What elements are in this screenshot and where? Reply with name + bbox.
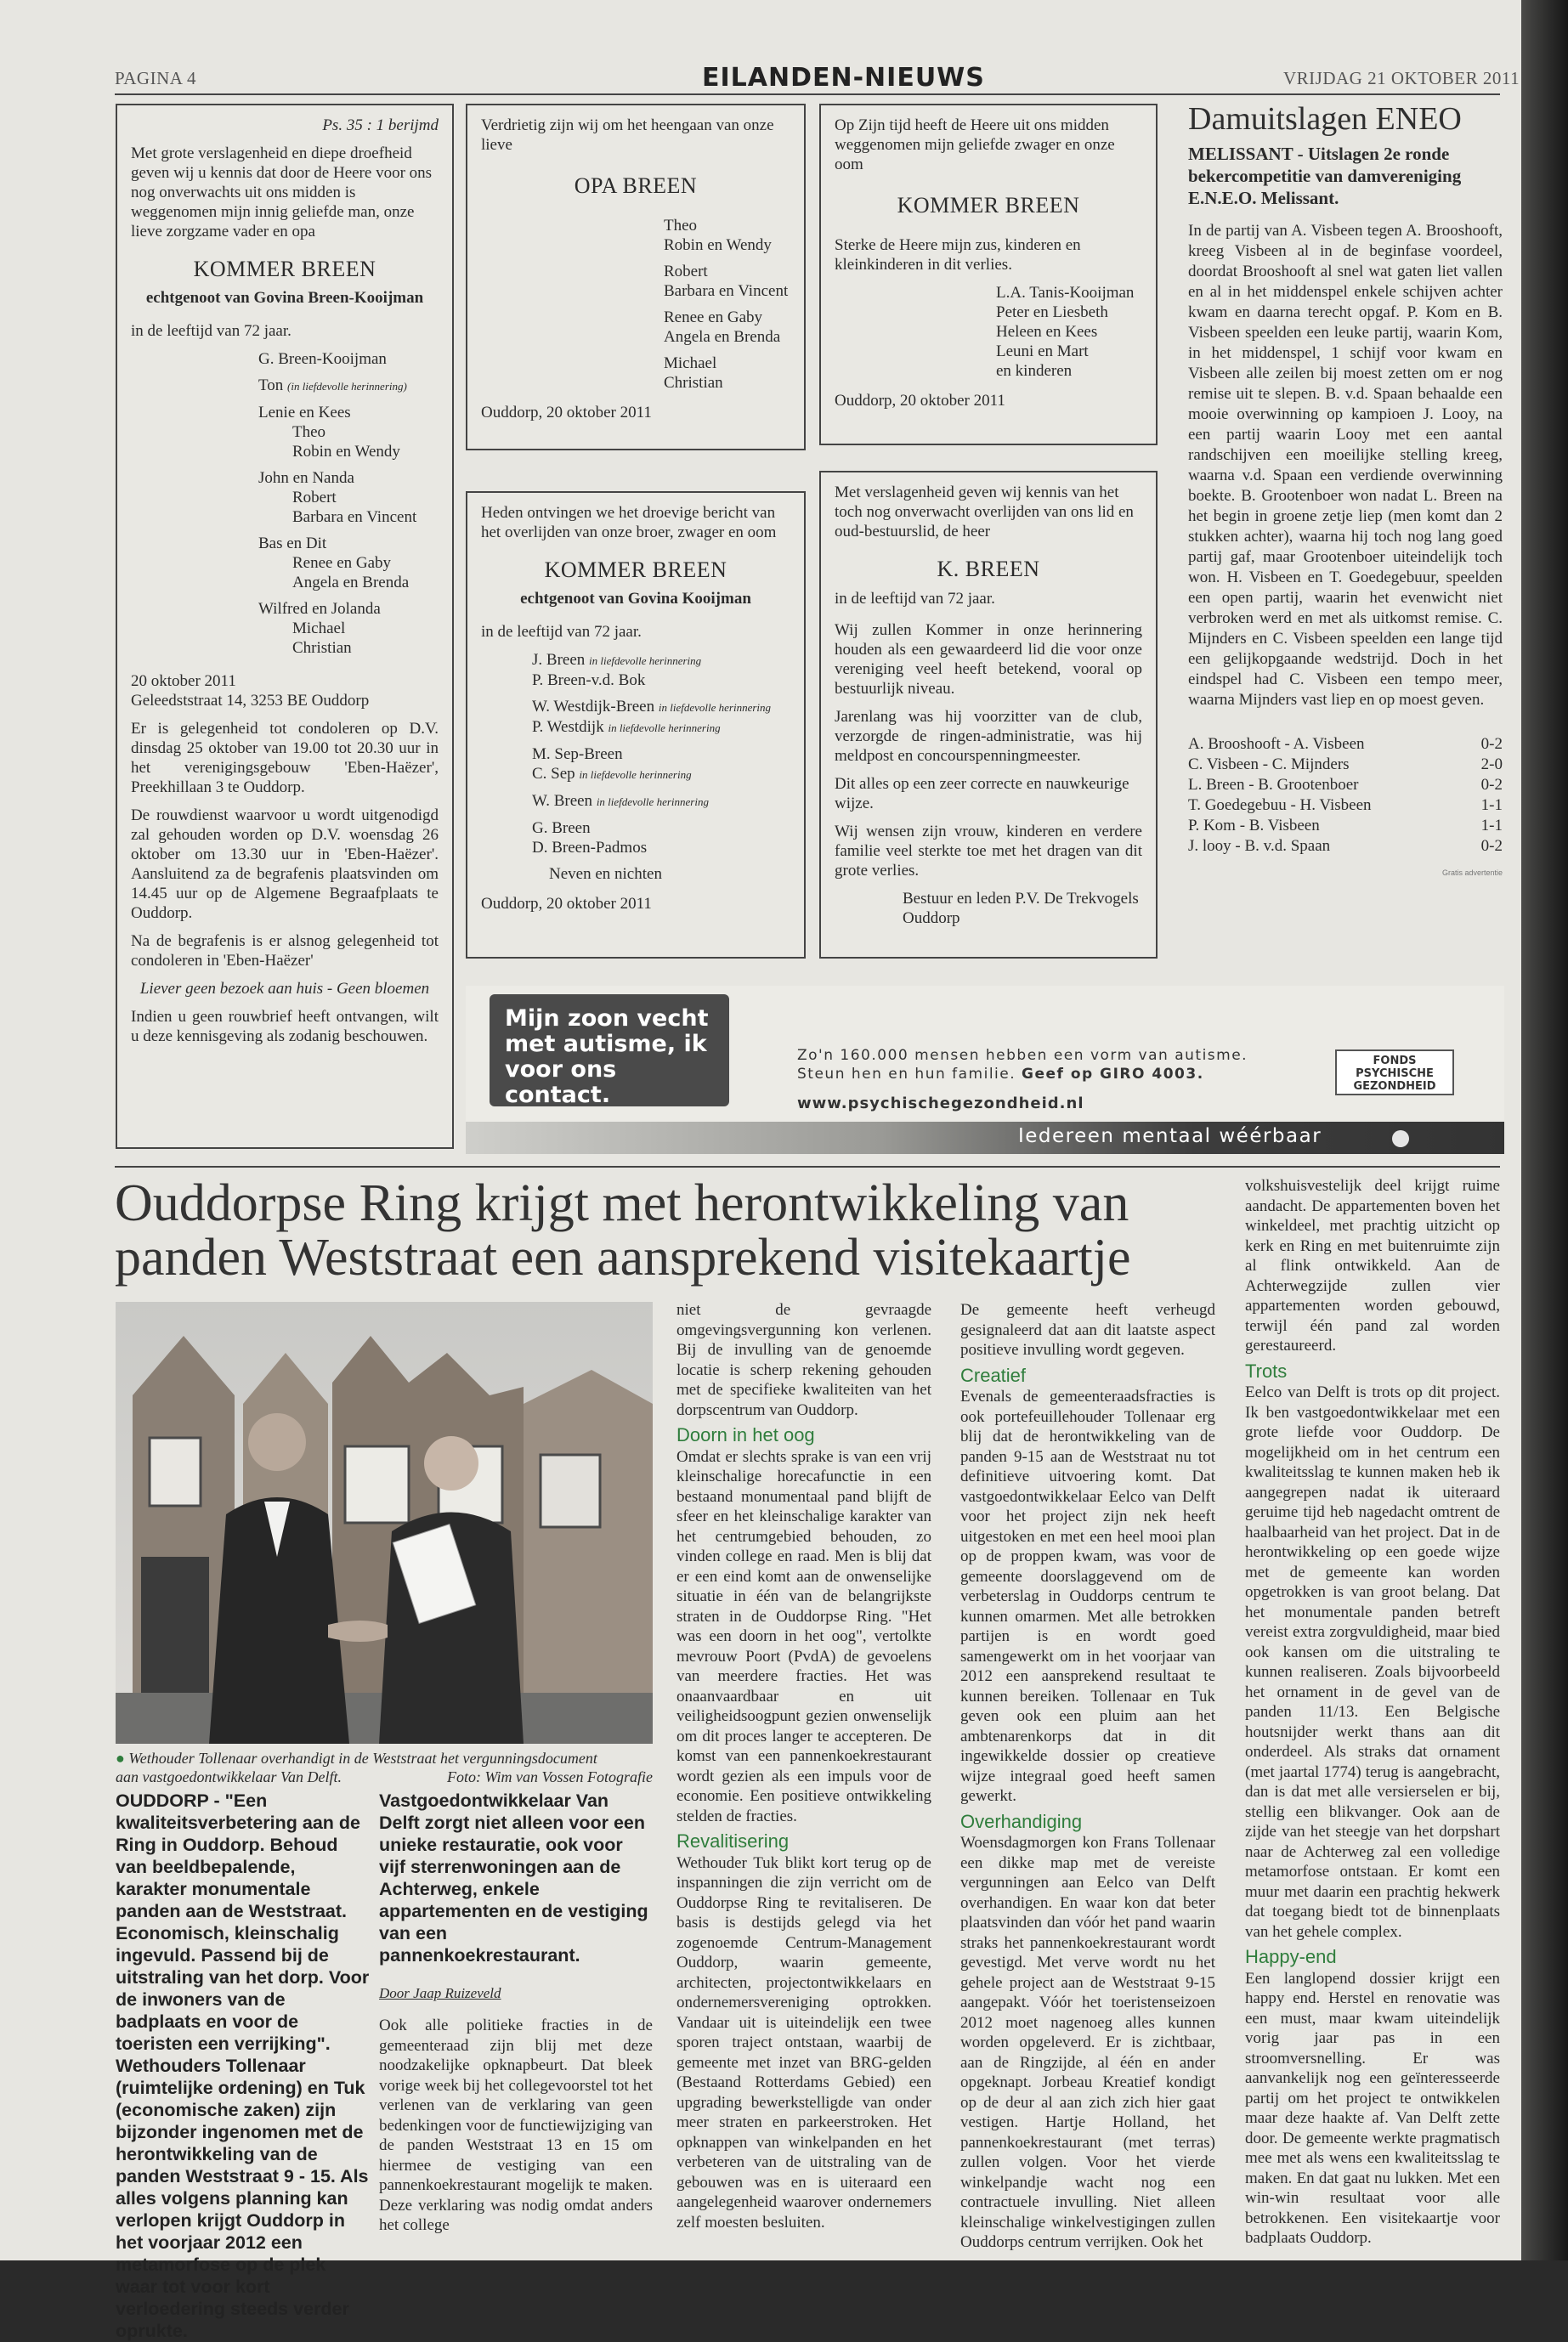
ad-body-line: Steun hen en hun familie. Geef op GIRO 4003. [797,1066,1204,1083]
section-rule [115,1166,1500,1168]
draughts-title: Damuitslagen ENEO [1188,101,1462,137]
article-lead-continued: Vastgoedontwikkelaar Van Delft zorgt niet alleen voor een unieke restauratie, ook voor vijf sterrenwoningen aan de Achterweg, enkele appartementen en de vestiging van een pannenkoekrestaurant. [379,1790,648,1966]
article-column-4 [960,1300,1215,2258]
death-notice-siblings [466,491,806,959]
ad-slogan-bar [466,1122,1504,1154]
subhead-creatief: Creatief [960,1364,1027,1386]
notice-text: Wij wensen zijn vrouw, kinderen en verdere familie veel sterkte toe met het dragen van dit grote verlies. [835,823,1142,880]
age-line: in de leeftijd van 72 jaar. [835,590,995,608]
spouse-line: echtgenoot van Govina Breen-Kooijman [145,289,424,307]
issue-date: VRIJDAG 21 OKTOBER 2011 [1283,68,1520,88]
notice-text: Dit alles op een zeer correcte en nauwkeurige wijze. [835,775,1129,812]
article-text: Eelco van Delft is trots op dit project. Ik ben vastgoedontwikkelaar met een grote liefde voor Ouddorp. De mogelijkheid om in het centrum een kwaliteitsslag te kunnen maken heb ik aangegrepen nadat ik uiteraard geruime tijd heb nagedacht omtrent de haalbaarheid van het project. Dat in de herontwikkeling op een goede wijze met de gemeente kan worden opgetrokken is van groot belang. Dat het monumentale panden betreft vereist extra zorgvuldigheid, maar bied ook kansen om die uitstraling te kunnen realiseren. Zoals bijvoorbeeld het ornament in de gevel van de panden 11/13. Een Belgische houtsnijder werkt thans aan dit onderdeel. Als straks dat ornament (met jaartal 1774) terug is aangebracht, dan is dat met alle versierselen er bij, stellig een blikvanger. Ook aan de zijde van het steegje van het dorpshart naar de Achterweg zal een volledige metamorfose ontstaan. Er komt een muur met daarin een prachtig hekwerk dat toegang biedt tot de binnenplaats van het gehele complex. [1245,1383,1500,1941]
notice-intro: Heden ontvingen we het droevige bericht van het overlijden van onze broer, zwager en oom [481,504,777,541]
page-number: PAGINA 4 [115,68,196,88]
ad-website-link[interactable]: www.psychischegezondheid.nl [797,1095,1084,1112]
family-group: Bas en Dit Renee en Gaby Angela en Brenda [258,535,410,591]
table-row: L. Breen - B. Grootenboer 0-2 [1188,776,1503,794]
death-notice-family [116,104,454,1149]
table-row: P. Kom - B. Visbeen 1-1 [1188,817,1503,834]
notice-intro: Op Zijn tijd heeft de Heere uit ons midden weggenomen mijn geliefde zwager en onze oom [835,116,1115,173]
deceased-name: K. BREEN [937,557,1040,581]
ad-headline-block [490,994,729,1106]
article-text: niet de gevraagde omgevingsvergunning kon verlenen. Bij de invulling van de genoemde locatie is scherp rekening gehouden met de specifieke kwaliteiten van het dorpscentrum van Ouddorp. [676,1301,931,1419]
ad-foundation-logo: FONDS PSYCHISCHE GEZONDHEID [1335,1049,1454,1095]
article-photo [116,1302,653,1744]
subhead-revalitisering: Revalitisering [676,1830,790,1852]
family-group: Ton (in liefdevolle herinnering) [258,376,407,394]
service-info: De rouwdienst waarvoor u wordt uitgenodigd zal gehouden worden op D.V. woensdag 26 oktober om 13.30 uur in 'Eben-Haëzer'. Aansluitend za de begrafenis plaatsvinden om 14.45 uur op de Algemene Begraafplaats te Ouddorp. [131,806,439,922]
notice-footer: Ouddorp, 20 oktober 2011 [481,895,652,913]
names-list: J. Breen in liefdevolle herinnering P. Breen-v.d. Bok W. Westdijk-Breen in liefdevolle herinnering P. Westdijk in liefdevolle herinnering M. Sep-Breen C. Sep in liefdevolle herinnering W. Breen in liefdevolle herinnering G. Breen D. Breen-Padmos Neven en nichten [481,650,790,884]
article-text: Omdat er slechts sprake is van een vrij kleinschalige horecafunctie in een bestaand monumentaal pand blijft de sfeer en het kleinschalige karakter van het centrumgebied behouden, zo vinden college en raad. Men is blij dat er een eind komt aan de onwenselijke situatie in één van de belangrijkste straten in de Ouddorpse Ring. "Het was een doorn in het oog", vertolkte mevrouw Poort (PvdA) de gevoelens van meerdere fracties. Het was onaanvaardbaar en uit veiligheidsoogpunt gezien onwenselijk om dit proces langer te accepteren. De komst van een pannenkoekrestaurant wordt gezien als een impuls voor de economie. Een positieve ontwikkeling stelden de fracties. [676,1447,931,1825]
article-lead: OUDDORP - "Een kwaliteitsverbetering aan de Ring in Ouddorp. Behoud van beeldbepalende, karakter monumentale panden aan de Weststraat. Economisch, kleinschalig ingevuld. Passend bij de uitstraling van het dorp. Voor de inwoners van de badplaats en voor de toeristen een verrijking". Wethouders Tollenaar (ruimtelijke ordening) en Tuk (economische zaken) zijn bijzonder ingenomen met de herontwikkeling van de panden Weststraat 9 - 15. Als alles volgens planning kan verlopen krijgt Ouddorp in het voorjaar 2012 een metamorfose op de plek waar tot voor kort verloedering steeds verder oprukte. [116,1790,370,2341]
death-notice-inlaws [819,104,1158,445]
age-line: in de leeftijd van 72 jaar. [131,322,292,340]
photo-illustration [116,1302,653,1744]
article-text: Woensdagmorgen kon Frans Tollenaar een dikke map met de vereiste vergunningen aan Eelco van Delft overhandigen. En waar kon dat beter plaatsvinden dan vóór het pand waarin straks het pannenkoekrestaurant wordt gevestigd. Met verve wordt nu het gehele project aan de Weststraat 9-15 aangepakt. Vóór het toeristenseizoen 2012 moet nagenoeg alles kunnen worden opgeleverd. Er is zichtbaar, aan de Ringzijde, al één en ander opgeknapt. Jorbeau Kreatief kondigt op de deur al aan zich zich hier gaat vestigen. Hartje Holland, het pannenkoekrestaurant (met terras) zullen volgen. Voor het vierde winkelpandje wacht nog een contractuele invulling. Niet alleen kleinschalige winkelvestigingen zullen Ouddorps centrum verrijken. Ook het [960,1834,1215,2251]
draughts-lead: MELISSANT - Uitslagen 2e ronde bekercompetitie van damvereniging E.N.E.O. Melissant. [1188,144,1462,208]
caption-bullet-icon: ● [116,1750,125,1767]
names-list: L.A. Tanis-Kooijman Peter en Liesbeth Heleen en Kees Leuni en Mart en kinderen [996,284,1135,380]
death-notice-grandchildren [466,104,806,450]
draughts-results-column [1188,100,1503,877]
article-text: De gemeente heeft verheugd gesignaleerd dat aan dit laatste aspect positieve invulling wordt gegeven. [960,1301,1215,1359]
masthead: EILANDEN-NIEUWS [702,63,985,93]
names-list: Theo Robin en Wendy Robert Barbara en Vincent Renee en Gaby Angela en Brenda Michael Christian [664,217,789,392]
article-text: volkshuisvestelijk deel krijgt ruime aandacht. De appartementen boven het winkeldeel, met prachtig uitzicht op kerk en Ring en met buitenruimte zijn al flink ontwikkeld. Aan de Achterwegzijde zullen vier appartementen worden gebouwd, terwijl één pand zal worden gerestaureerd. [1245,1177,1500,1355]
table-row: J. looy - B. v.d. Spaan 0-2 [1188,837,1503,855]
draughts-report: In de partij van A. Visbeen tegen A. Brooshooft, kreeg Visbeen al in de beginfase voordeel, doordat Brooshooft al snel wat gaten liet vallen en al in het middenspel enkele schijven achter kwam en daarna terecht opgaf. P. Kom en B. Visbeen speelden een leuke partij, waarin Kom, in het middenspel, 1 schijf voor kwam en Visbeen alle zeilen bij moest zetten om er nog remise uit te slepen. B. v.d. Spaan behaalde een mooie overwinning op kampioen J. Looy, na een partij waarin Looy met een aantal randschijven een moeilijke stelling kreeg, waarna v.d. Spaan een verdiende overwinning boekte. B. Grootenboer won nadat L. Breen na het begin in groene zetje liep (men komt dan 2 stukken achter), waarna hij toch nog lang goed partij gaf, maar Grootenboer uiteindelijk toch won. H. Visbeen en T. Goedegebuur, speelden een open partij, waarin het evenwicht niet verbroken werd en met als uitkomst remise. C. Mijnders en C. Visbeen speelden een lange tijd een gelijkopgaande wedstrijd. Doch in het eindspel had C. Visbeen een tempo meer, waarna Mijnders vast liep en op moest geven. [1188,222,1503,709]
page-fold-shadow [1521,0,1568,2260]
condolence-info: Er is gelegenheid tot condoleren op D.V. dinsdag 25 oktober van 19.00 tot 20.30 uur in het verenigingsgebouw 'Eben-Haëzer', Preekhillaan 3 te Ouddorp. [131,720,439,796]
notice-address: Geleedststraat 14, 3253 BE Ouddorp [131,692,370,710]
family-group: Wilfred en Jolanda Michael Christian [258,600,381,657]
letter-note: Indien u geen rouwbrief heeft ontvangen, wilt u deze kennisgeving als zodanig beschouwen. [131,1008,439,1045]
club-signature: Bestuur en leden P.V. De Trekvogels [903,890,1139,908]
closing-line: Neven en nichten [549,865,662,883]
notice-text: Sterke de Heere mijn zus, kinderen en kleinkinderen in dit verlies. [835,236,1081,274]
article-text: Een langlopend dossier krijgt een happy end. Herstel en renovatie was een must, maar kwam uiteindelijk vorig jaar pas in een stroomversnelling. Er was aanvankelijk nog een geïnteresseerde partij om het project te ontwikkelen maar deze haakte af. Van Delft zette door. De gemeente werkte pragmatisch mee met als wens een kwaliteitsslag te maken. En dat gaat nu lukken. Met een win-win resultaat voor alle betrokkenen. Een visitekaartje voor badplaats Ouddorp. [1245,1969,1500,2247]
draughts-results-table [1188,734,1503,857]
table-row: C. Visbeen - C. Mijnders 2-0 [1188,755,1503,773]
article-column-5 [1245,1176,1500,2254]
notice-footer: Ouddorp, 20 oktober 2011 [481,404,652,421]
table-row: A. Brooshooft - A. Visbeen 0-2 [1188,735,1503,753]
spouse-line: echtgenoot van Govina Kooijman [520,590,751,608]
ad-slogan: Iedereen mentaal wéérbaar [1018,1125,1322,1147]
article-text: Wethouder Tuk blikt kort terug op de inspanningen die zijn verricht om de Ouddorpse Ring te revitaliseren. De basis is destijds gelegd via het zogenoemde Centrum-Management Ouddorp, waarin gemeente, architecten, projectontwikkelaars en ondernemersvereniging optrokken. Vandaar uit is uiteindelijk een twee sporen traject ontstaan, waarbij de gemeente met inzet van BRG-gelden (Bestaand Rotterdams Gebied) een upgrading bewerkstelligde van onder meer straten en parkeerstroken. Het opknappen van winkelpanden en het verbeteren van de uitstraling van de gebouwen was en is uiteraard een aangelegenheid waarover ondernemers zelf moesten besluiten. [676,1853,931,2232]
article-text: Ook alle politieke fracties in de gemeenteraad zijn blij met deze noodzakelijke opknapbeurt. Dat bleek vorige week bij het collegevoorstel tot het verlenen van de verklaring van geen bedenkingen voor de functiewijziging van de panden Weststraat 13 en 15 om hiermee de vestiging van een pannenkoekrestaurant mogelijk te maken. Deze verklaring was nodig omdat anders het college [379,2017,653,2234]
deceased-name: KOMMER BREEN [193,257,376,281]
notice-intro: Met verslagenheid geven wij kennis van het toch nog onverwacht overlijden van ons lid en oud-bestuurslid, de heer [835,484,1134,540]
byline: Door Jaap Ruizeveld [379,1985,501,2001]
club-town: Ouddorp [903,909,960,927]
article-column-2 [379,1790,653,2236]
deceased-name: OPA BREEN [574,173,698,198]
article-headline: Ouddorpse Ring krijgt met herontwikkeling van panden Weststraat een aansprekend visitekaartje [115,1174,1131,1287]
subhead-happy-end: Happy-end [1245,1946,1337,1967]
family-group: John en Nanda Robert Barbara en Vincent [258,469,417,526]
psalm-verse: Ps. 35 : 1 berijmd [322,116,439,134]
notice-text: Wij zullen Kommer in onze herinnering houden als een gewaardeerd lid die voor onze vereniging veel heeft betekend, vooral op bestuurlijk niveau. [835,621,1142,698]
notice-text: Jarenlang was hij voorzitter van de club, verzorgde de ringen-administratie, was hij meldpost en concourspenningmeester. [835,708,1142,765]
age-line: in de leeftijd van 72 jaar. [481,623,642,641]
family-group: G. Breen-Kooijman [258,350,387,368]
subhead-doorn-in-het-oog: Doorn in het oog [676,1424,815,1445]
ad-dot-icon [1392,1130,1409,1147]
deceased-name: KOMMER BREEN [544,557,727,582]
family-group: Lenie en Kees Theo Robin en Wendy [258,404,400,461]
photo-caption: ● Wethouder Tollenaar overhandigt in de Weststraat het vergunningsdocument aan vastgoedontwikkelaar Van Delft. Foto: Wim van Vossen Fotografie [116,1750,653,1785]
ad-body-line: Zo'n 160.000 mensen hebben een vorm van autisme. [797,1047,1248,1064]
notice-date: 20 oktober 2011 [131,672,236,690]
notice-intro: Verdrietig zijn wij om het heengaan van onze lieve [481,116,774,154]
article-column-3 [676,1300,931,2237]
ad-credit: Gratis advertentie [1441,868,1503,877]
ad-headline: Mijn zoon vecht met autisme, ik voor ons contact. [505,1005,709,1108]
subhead-overhandiging: Overhandiging [960,1810,1083,1832]
no-visits-line: Liever geen bezoek aan huis - Geen bloemen [139,980,430,998]
notice-intro: Met grote verslagenheid en diepe droefheid geven wij u kennis dat door de Heere voor ons nog onverwachts uit ons midden is weggenomen mijn innig geliefde man, onze lieve zorgzame vader en opa [131,144,433,240]
deceased-name: KOMMER BREEN [897,193,1080,218]
mental-health-advertisement [466,986,1504,1154]
notice-footer: Ouddorp, 20 oktober 2011 [835,392,1005,410]
article-text: Evenals de gemeenteraadsfracties is ook portefeuillehouder Tollenaar erg blij dat de herontwikkeling van de panden 9-15 aan de Weststraat nu tot definitieve uitvoering komt. Dat vastgoedontwikkelaar Eelco van Delft voor het project zijn nek heeft uitgestoken en met een heel mooi plan op de proppen kwam, was voor de gemeente doorslaggevend om de verbeterslag in Ouddorps centrum te kunnen omarmen. Met alle betrokken partijen is en wordt goed samengewerkt om in het voorjaar van 2012 een aansprekend resultaat te kunnen bereiken. Tollenaar en Tuk geven ook een pluim aan het ambtenarenkorps dat in dit ingewikkelde dossier op creatieve wijze integraal goed heeft samen gewerkt. [960,1388,1215,1805]
after-burial-info: Na de begrafenis is er alsnog gelegenheid tot condoleren in 'Eben-Haëzer' [131,932,439,970]
header-rule [115,93,1500,95]
table-row: T. Goedegebuu - H. Visbeen 1-1 [1188,796,1503,814]
subhead-trots: Trots [1245,1360,1288,1382]
death-notice-club [819,471,1158,959]
